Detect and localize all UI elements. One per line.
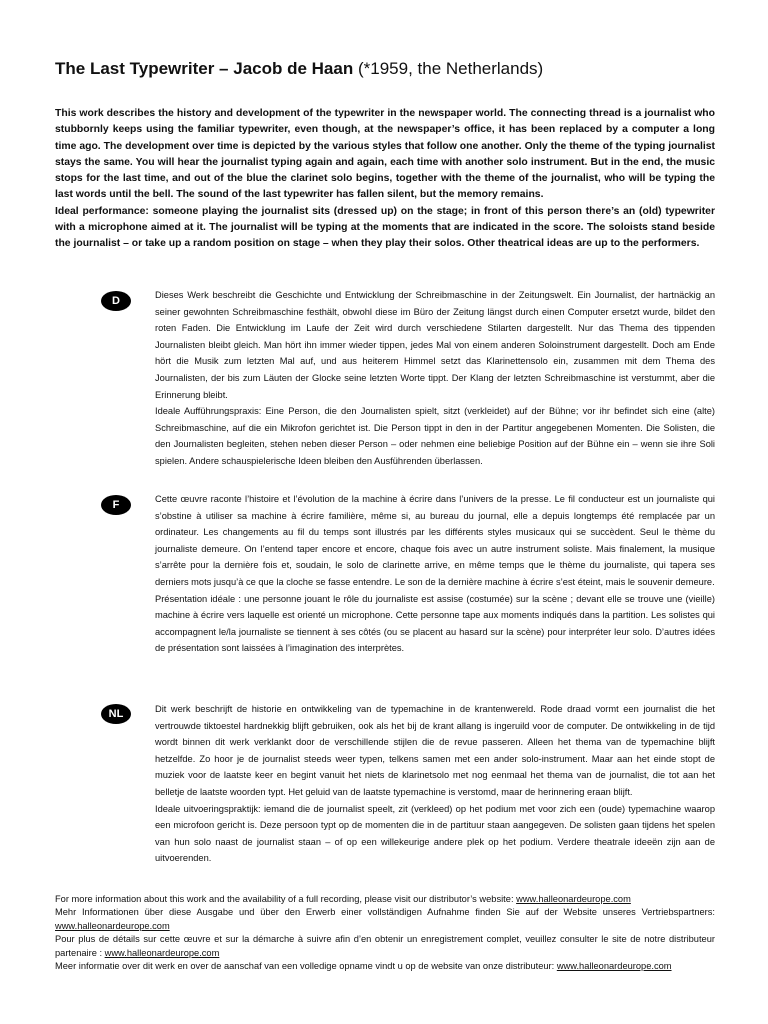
- footer-line-english: [55, 893, 715, 906]
- title-main: The Last Typewriter – Jacob de Haan: [55, 59, 354, 78]
- language-badge-dutch: NL: [101, 704, 131, 724]
- footer-line-dutch: [55, 960, 715, 973]
- footer-text-german: Mehr Informationen über diese Ausgabe und über den Erwerb einer vollständigen Aufnahme finden Sie auf der Website unseres Vertriebspartners:: [55, 907, 715, 918]
- dutch-paragraph-performance: Ideale uitvoeringspraktijk: iemand die de journalist speelt, zit (verkleed) op het podium met voor zich een (oude) typemachine waarop een microfoon gericht is. Deze persoon typt op de momenten die in de partituur staan aangegeven. De solisten gaan tijdens het spelen van hun solo naast de journalist staan – of op een willekeurige andere plek op het podium. Verdere theatrale ideeën zijn aan de uitvoerenden.: [155, 803, 715, 864]
- distributor-info: [55, 893, 715, 973]
- dutch-paragraph-history: Dit werk beschrijft de historie en ontwikkeling van de typemachine in de krantenwereld. Rode draad vormt een journalist die het vertrouwde tiktoestel hardnekkig blijft gebruiken, ook als het bij de krant allang is ingeruild voor de computer. De ontwikkeling in de tijd wordt binnen dit werk verklankt door de verschillende stijlen die de revue passeren. Alleen het thema van de typemachine blijft hetzelfde. Zo hoor je de journalist steeds weer typen, telkens samen met een ander solo-instrument. Maar aan het einde stopt de muziek voor de laatste keer en begint vanuit het niets de klarinetsolo met nog eenmaal het thema van de journalist, die tot aan het belletje de laatste woorden typt. Het geluid van de laatste typemachine is verstomd, maar de herinnering eraan blijft.: [155, 704, 715, 797]
- distributor-link-english[interactable]: www.halleonardeurope.com: [516, 894, 631, 904]
- footer-line-german: [55, 906, 715, 933]
- french-paragraph-history: Cette œuvre raconte l’histoire et l’évolution de la machine à écrire dans l’univers de la presse. Le fil conducteur est un journaliste qui s’obstine à utiliser sa machine à écrire familière, même si, au bureau du journal, elle a depuis longtemps été remplacée par un ordinateur. Les changements au fil du temps sont illustrés par les différents styles musicaux qui se succèdent. Seul le thème du journaliste demeure. On l’entend taper encore et encore, chaque fois avec un autre instrument soliste. Mais finalement, la musique s’arrête pour la dernière fois et, soudain, le solo de clarinette arrive, en même temps que le thème du journaliste, qui tapera ses derniers mots jusqu’à ce que la cloche se fasse entendre. Le son de la dernière machine à écrire s’est éteint, mais le souvenir demeure.: [155, 494, 715, 587]
- english-paragraph-history: This work describes the history and development of the typewriter in the newspaper world. The connecting thread is a journalist who stubbornly keeps using the familiar typewriter, even though, at the newspaper’s office, it has been replaced by a computer a long time ago. The development over time is depicted by the various styles that follow one another. Only the theme of the typing journalist stays the same. You will hear the journalist typing again and again, each time with another solo instrument. But in the end, the music stops for the last time, and out of the blue the clarinet solo begins, together with the theme of the journalist, who will be typing the last words until the bell. The sound of the last typewriter has fallen silent, but the memory remains.: [55, 108, 715, 201]
- footer-text-dutch: Meer informatie over dit werk en over de aanschaf van een volledige opname vindt u op de website van onze distributeur:: [55, 961, 557, 972]
- footer-text-french: Pour plus de détails sur cette œuvre et sur la démarche à suivre afin d’en obtenir un enregistrement complet, veuillez consulter le site de notre distributeur partenaire :: [55, 934, 715, 958]
- german-paragraph-history: Dieses Werk beschreibt die Geschichte und Entwicklung der Schreibmaschine in der Zeitungswelt. Ein Journalist, der hartnäckig an seiner gewohnten Schreibmaschine festhält, obwohl diese im Büro der Zeitung längst durch einen Computer ersetzt wurde, bildet den roten Faden. Die Entwicklung im Laufe der Zeit wird durch verschiedene Stilarten dargestellt. Nur das Thema des tippenden Journalisten bleibt gleich. Man hört ihn immer wieder tippen, jedes Mal von einem anderen Soloinstrument dargestellt. Doch am Ende hört die Musik zum letzten Mal auf, und aus heiterem Himmel setzt das Klarinettensolo ein, zusammen mit dem Thema des Journalisten, der bis zum Läuten der Glocke seine letzten Worte tippt. Der Klang der letzten Schreibmaschine ist verstummt, aber die Erinnerung bleibt.: [155, 290, 715, 400]
- dutch-description: [155, 701, 715, 867]
- german-description: [155, 287, 715, 470]
- german-paragraph-performance: Ideale Aufführungspraxis: Eine Person, die den Journalisten spielt, sitzt (verkleidet) auf der Bühne; vor ihr befindet sich eine (alte) Schreibmaschine, auf die ein Mikrofon gerichtet ist. Die Person tippt in den in der Partitur angegebenen Momenten. Die Solisten, die den Journalisten begleiten, stehen neben dieser Person – oder nehmen eine beliebige Position auf der Bühne ein – wenn sie ihre Soli spielen. Andere schauspielerische Ideen bleiben den Ausführenden überlassen.: [155, 406, 715, 466]
- distributor-link-dutch[interactable]: www.halleonardeurope.com: [556, 961, 672, 972]
- english-description: [55, 106, 715, 253]
- language-badge-french: F: [101, 495, 131, 515]
- french-description: [155, 491, 715, 657]
- english-paragraph-performance: Ideal performance: someone playing the journalist sits (dressed up) on the stage; in front of this person there’s an (old) typewriter with a microphone aimed at it. The journalist will be typing at the moments that are indicated in the score. The soloists stand beside the journalist – or take up a random position on stage – when they play their solos. Other theatrical ideas are up to the performers.: [55, 205, 715, 250]
- french-paragraph-performance: Présentation idéale : une personne jouant le rôle du journaliste est assise (costumée) sur la scène ; devant elle se trouve une (vieille) machine à écrire vers laquelle est orienté un microphone. Cette personne tape aux moments indiqués dans la partition. Les solistes qui accompagnent le/la journaliste se tiennent à ses côtés (ou se placent au hasard sur la scène) pour interpréter leur solo. D’autres idées de présentation sont laissées à l’imagination des interprètes.: [155, 593, 715, 654]
- footer-line-french: [55, 933, 715, 960]
- page-title: [55, 58, 543, 80]
- title-subtitle: (*1959, the Netherlands): [357, 59, 544, 78]
- distributor-link-german[interactable]: www.halleonardeurope.com: [55, 920, 170, 931]
- language-badge-german: D: [101, 291, 131, 311]
- footer-text-english: For more information about this work and the availability of a full recording, please visit our distributor’s website:: [55, 894, 517, 904]
- distributor-link-french[interactable]: www.halleonardeurope.com: [104, 947, 220, 958]
